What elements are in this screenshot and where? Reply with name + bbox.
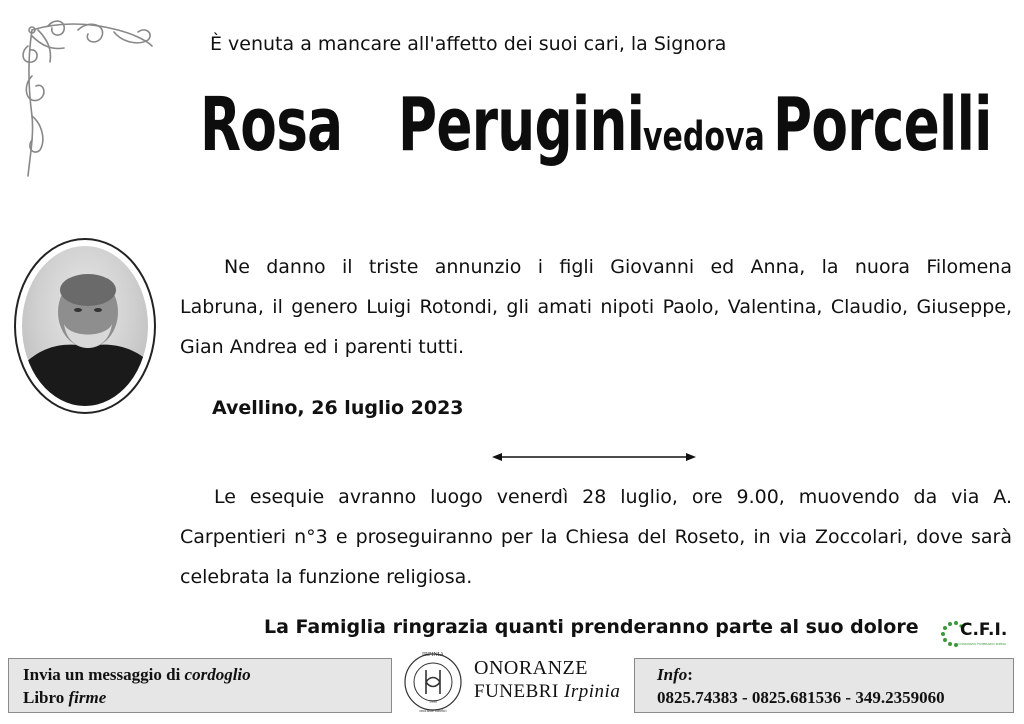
- guestbook-prefix: Libro: [23, 688, 69, 707]
- info-box: [634, 658, 1014, 713]
- brand-line2-prefix: FUNEBRI: [474, 681, 565, 702]
- brand-seal-bottom-text: onoranze funebri: [419, 708, 447, 713]
- name-connector: vedova: [642, 114, 765, 160]
- brand-line2-italic: Irpinia: [564, 681, 621, 702]
- announcement-rest: Labruna, il genero Luigi Rotondi, gli amati nipoti Paolo, Valentina, Claudio, Giuseppe, Gian Andrea ed i parenti tutti.: [180, 296, 1012, 358]
- announcement-paragraph: [180, 247, 1012, 367]
- condolence-prefix: Invia un messaggio di: [23, 665, 185, 684]
- place-date: Avellino, 26 luglio 2023: [212, 397, 464, 419]
- brand-seal-icon: [402, 648, 464, 714]
- guestbook-link[interactable]: [23, 686, 377, 709]
- double-arrow-divider: [492, 450, 696, 464]
- funeral-rest: Carpentieri n°3 e proseguiranno per la Chiesa del Roseto, in via Zoccolari, dove sarà celebrata la funzione religiosa.: [180, 526, 1012, 588]
- announcement-line: Ne danno il triste annunzio i figli Giovanni ed Anna, la nuora Filomena: [224, 256, 1012, 278]
- funeral-line: Le esequie avranno luogo venerdì 28 luglio, ore 9.00, muovendo da via A.: [214, 486, 1012, 508]
- brand-text: [474, 656, 620, 704]
- family-thanks: La Famiglia ringrazia quanti prenderanno parte al suo dolore: [264, 616, 919, 638]
- guestbook-word: firme: [68, 688, 107, 707]
- portrait-figure: [22, 246, 148, 406]
- name-married: Porcelli: [772, 82, 992, 168]
- condolence-message-link[interactable]: [23, 663, 377, 686]
- intro-text: È venuta a mancare all'affetto dei suoi cari, la Signora: [210, 33, 727, 55]
- info-phones[interactable]: 0825.74383 - 0825.681536 - 349.2359060: [657, 688, 945, 707]
- corner-ornament: [18, 16, 158, 186]
- cfi-subtext: CONSORZIO FUNERARIO IRPINO: [958, 642, 1006, 646]
- condolence-word: cordoglio: [184, 665, 251, 684]
- brand-line2: [474, 680, 620, 704]
- deceased-name: [200, 82, 1000, 168]
- brand-seal-top-text: IRPINIA: [422, 652, 444, 658]
- funeral-paragraph: [180, 477, 1012, 597]
- condolence-box[interactable]: [8, 658, 392, 713]
- name-first: Rosa: [200, 82, 343, 168]
- name-last: Perugini: [397, 82, 645, 168]
- funeral-home-brand: [402, 648, 632, 716]
- info-colon: :: [687, 665, 693, 684]
- portrait-photo: [22, 246, 148, 406]
- brand-line1: ONORANZE: [474, 657, 588, 679]
- info-label-line: [657, 663, 991, 686]
- portrait-frame: [14, 238, 156, 414]
- info-label: Info: [657, 665, 688, 684]
- cfi-logo: [940, 618, 1016, 652]
- brand-seal-year: 1990: [429, 699, 437, 704]
- cfi-text: C.F.I.: [960, 620, 1008, 640]
